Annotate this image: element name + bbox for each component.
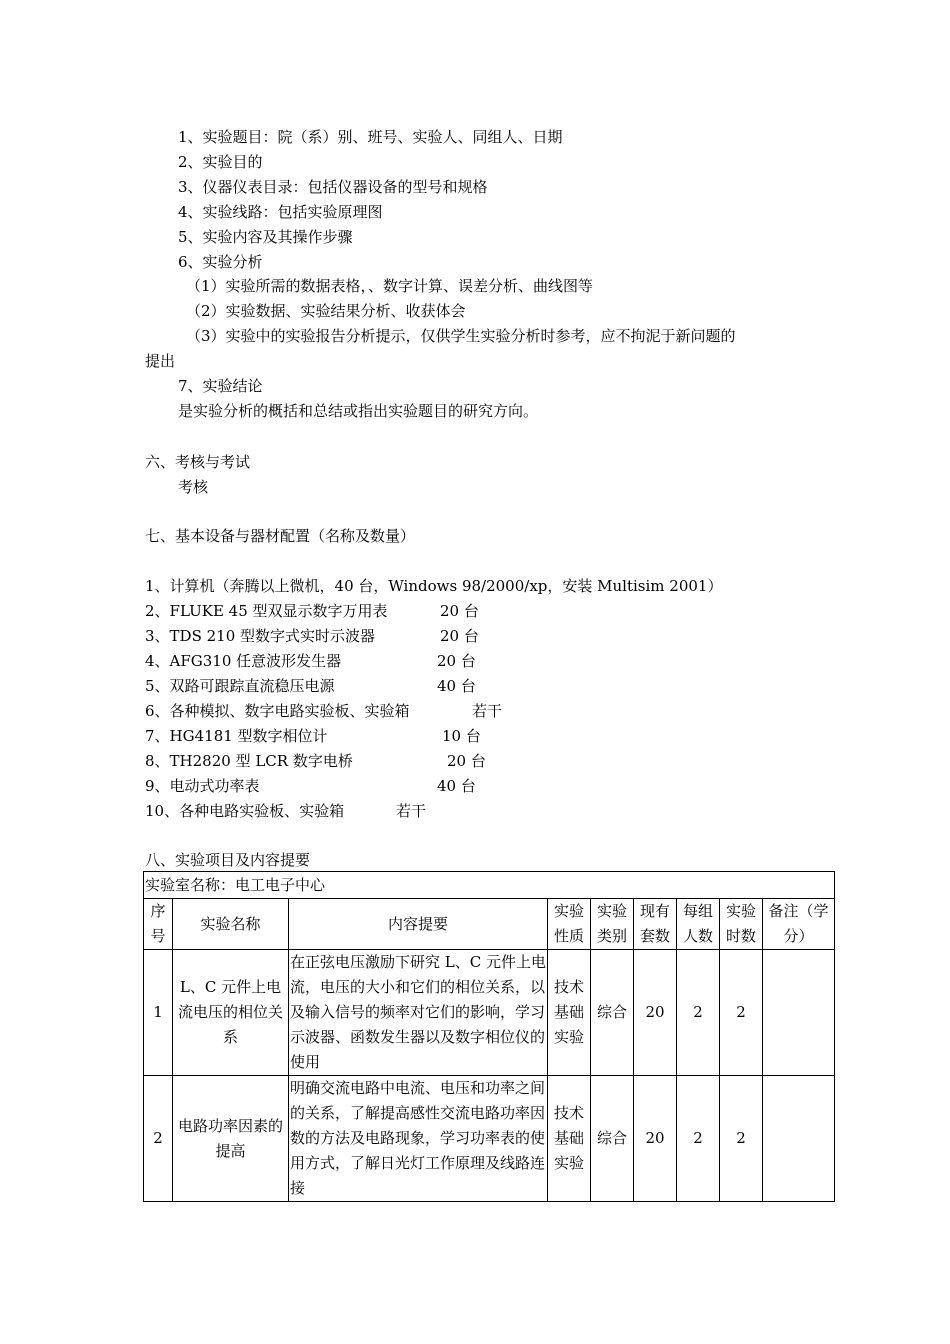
row-2-nature: 技术基础实验 bbox=[548, 1076, 591, 1202]
row-1-category: 综合 bbox=[591, 950, 634, 1076]
report-item-6: 6、实验分析 bbox=[178, 253, 263, 271]
section-6-title: 六、考核与考试 bbox=[145, 453, 251, 471]
header-name: 实验名称 bbox=[173, 899, 289, 950]
equipment-qty-2: 20 台 bbox=[440, 602, 479, 620]
header-remark: 备注（学分） bbox=[763, 899, 835, 950]
equipment-qty-8: 20 台 bbox=[447, 752, 486, 770]
equipment-qty-6: 若干 bbox=[472, 702, 503, 720]
row-1-hours: 2 bbox=[720, 950, 763, 1076]
equipment-qty-9: 40 台 bbox=[437, 777, 476, 795]
equipment-qty-4: 20 台 bbox=[437, 652, 476, 670]
header-per-group: 每组人数 bbox=[677, 899, 720, 950]
report-item-1: 1、实验题目：院（系）别、班号、实验人、同组人、日期 bbox=[178, 128, 563, 146]
row-1-name: L、C 元件上电流电压的相位关系 bbox=[173, 950, 289, 1076]
header-sets: 现有套数 bbox=[634, 899, 677, 950]
row-1-remark bbox=[763, 950, 835, 1076]
table-row bbox=[144, 1076, 835, 1202]
header-content: 内容提要 bbox=[289, 899, 548, 950]
row-2-name: 电路功率因素的提高 bbox=[173, 1076, 289, 1202]
report-item-7-description: 是实验分析的概括和总结或指出实验题目的研究方向。 bbox=[178, 402, 539, 420]
report-item-5: 5、实验内容及其操作步骤 bbox=[178, 228, 353, 246]
equipment-item-3: 3、TDS 210 型数字式实时示波器 bbox=[145, 627, 376, 645]
row-2-sets: 20 bbox=[634, 1076, 677, 1202]
table-header-row bbox=[144, 899, 835, 950]
experiment-table bbox=[143, 871, 835, 1202]
header-nature: 实验性质 bbox=[548, 899, 591, 950]
equipment-item-5: 5、双路可跟踪直流稳压电源 bbox=[145, 677, 335, 695]
analysis-item-1: （1）实验所需的数据表格，、数字计算、误差分析、曲线图等 bbox=[186, 277, 594, 295]
equipment-item-1: 1、计算机（奔腾以上微机，40 台，Windows 98/2000/xp，安装 Multisim 2001） bbox=[145, 577, 723, 595]
equipment-qty-3: 20 台 bbox=[440, 627, 479, 645]
header-seq: 序号 bbox=[144, 899, 173, 950]
report-item-7: 7、实验结论 bbox=[178, 377, 263, 395]
row-1-sets: 20 bbox=[634, 950, 677, 1076]
row-2-per-group: 2 bbox=[677, 1076, 720, 1202]
equipment-item-10: 10、各种电路实验板、实验箱 bbox=[145, 802, 345, 820]
table-row bbox=[144, 950, 835, 1076]
row-1-seq: 1 bbox=[144, 950, 173, 1076]
row-2-remark bbox=[763, 1076, 835, 1202]
equipment-item-9: 9、电动式功率表 bbox=[145, 777, 260, 795]
equipment-item-2: 2、FLUKE 45 型双显示数字万用表 bbox=[145, 602, 388, 620]
table-title-row bbox=[144, 872, 835, 899]
report-item-4: 4、实验线路：包括实验原理图 bbox=[178, 203, 383, 221]
header-category: 实验类别 bbox=[591, 899, 634, 950]
row-2-seq: 2 bbox=[144, 1076, 173, 1202]
equipment-item-8: 8、TH2820 型 LCR 数字电桥 bbox=[145, 752, 353, 770]
row-2-content: 明确交流电路中电流、电压和功率之间的关系，了解提高感性交流电路功率因数的方法及电路现象，学习功率表的使用方式，了解日光灯工作原理及线路连接 bbox=[289, 1076, 548, 1202]
row-2-category: 综合 bbox=[591, 1076, 634, 1202]
row-1-nature: 技术基础实验 bbox=[548, 950, 591, 1076]
header-hours: 实验时数 bbox=[720, 899, 763, 950]
report-item-3: 3、仪器仪表目录：包括仪器设备的型号和规格 bbox=[178, 178, 488, 196]
lab-name-cell: 实验室名称：电工电子中心 bbox=[144, 872, 835, 899]
row-2-hours: 2 bbox=[720, 1076, 763, 1202]
row-1-content: 在正弦电压激励下研究 L、C 元件上电流，电压的大小和它们的相位关系，以及输入信号的频率对它们的影响，学习示波器、函数发生器以及数字相位仪的使用 bbox=[289, 950, 548, 1076]
analysis-item-3: （3）实验中的实验报告分析提示，仅供学生实验分析时参考，应不拘泥于新问题的 bbox=[186, 327, 736, 345]
equipment-item-6: 6、各种模拟、数字电路实验板、实验箱 bbox=[145, 702, 410, 720]
report-item-2: 2、实验目的 bbox=[178, 153, 263, 171]
section-8-title: 八、实验项目及内容提要 bbox=[145, 851, 311, 869]
equipment-item-7: 7、HG4181 型数字相位计 bbox=[145, 727, 328, 745]
equipment-qty-7: 10 台 bbox=[442, 727, 481, 745]
equipment-item-4: 4、AFG310 任意波形发生器 bbox=[145, 652, 342, 670]
row-1-per-group: 2 bbox=[677, 950, 720, 1076]
section-7-title: 七、基本设备与器材配置（名称及数量） bbox=[145, 527, 416, 545]
analysis-item-3-continued: 提出 bbox=[145, 352, 176, 370]
section-6-body: 考核 bbox=[178, 478, 209, 496]
analysis-item-2: （2）实验数据、实验结果分析、收获体会 bbox=[186, 302, 466, 320]
equipment-qty-5: 40 台 bbox=[437, 677, 476, 695]
equipment-qty-10: 若干 bbox=[396, 802, 427, 820]
